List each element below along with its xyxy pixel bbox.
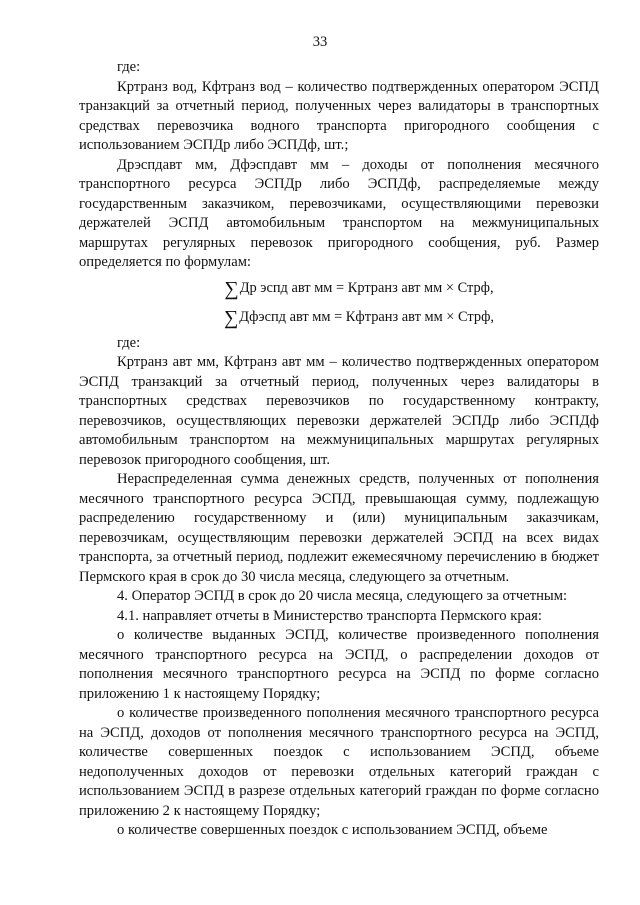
document-body — [79, 58, 599, 841]
sigma-symbol: ∑ — [224, 277, 239, 300]
paragraph-operator-deadline: 4. Оператор ЭСПД в срок до 20 числа месяца, следующего за отчетным: — [117, 588, 568, 604]
formula-dr-text: Др эспд авт мм = Кртранз авт мм × Стрф, — [239, 279, 494, 296]
paragraph-auto-transactions: Кртранз авт мм, Кфтранз авт мм – количество подтвержденных оператором ЭСПД транзакций за отчетный период, полученных через валидаторы в транспортных средствах перевозчиков по государственному контракту, перевозчиков, осуществляющих перевозки держателей ЭСПДр либо ЭСПДф автомобильным транспортом на межмуниципальных маршрутах регулярных перевозок пригородного сообщения, шт. — [79, 354, 599, 468]
paragraph-auto-revenues: Дрэспдавт мм, Дфэспдавт мм – доходы от пополнения месячного транспортного ресурса ЭСПДр либо ЭСПДф, распределяемые между государственным заказчиком, перевозчиками, осуществляющими перевозки держателей ЭСПД автомобильным транспортом на межмуниципальных маршрутах регулярных перевозок пригородного сообщения, руб. Размер определяется по формулам: — [79, 156, 599, 270]
paragraph-where-1: где: — [117, 59, 141, 75]
paragraph-report-trips: о количестве совершенных поездок с использованием ЭСПД, объеме — [117, 822, 548, 838]
formula-df — [79, 305, 599, 331]
paragraph-undistributed-sum: Нераспределенная сумма денежных средств, полученных от пополнения месячного транспортного ресурса ЭСПД, превышающая сумму, подлежащую распределению государственному и (или) муниципальным заказчикам, перевозчикам, осуществляющим перевозки держателей ЭСПД на всех видах транспорта, за отчетный период, подлежит ежемесячному перечислению в бюджет Пермского края в срок до 30 числа месяца, следующего за отчетным. — [79, 471, 599, 585]
paragraph-reports: 4.1. направляет отчеты в Министерство транспорта Пермского края: — [117, 607, 542, 624]
sigma-symbol: ∑ — [223, 306, 239, 329]
paragraph-where-2: где: — [117, 334, 141, 351]
paragraph-report-topups: о количестве произведенного пополнения месячного транспортного ресурса на ЭСПД, доходов от пополнения месячного транспортного ресурса на ЭСПД, количестве совершенных поездок с использованием ЭСПД, объеме недополученных доходов от перевозки отдельных категорий граждан с использованием ЭСПД в разрезе отдельных категорий граждан по форме согласно приложению 2 к настоящему Порядку; — [79, 705, 599, 819]
formula-dr — [79, 276, 599, 302]
paragraph-report-issued: о количестве выданных ЭСПД, количестве произведенного пополнения месячного транспортного ресурса на ЭСПД, о распределении доходов от пополнения месячного транспортного ресурса на ЭСПД по форме согласно приложению 1 к настоящему Порядку; — [79, 627, 599, 702]
paragraph-water-transactions: Кртранз вод, Кфтранз вод – количество подтвержденных оператором ЭСПД транзакций за отчетный период, полученных через валидаторы в транспортных средствах перевозчика водного транспорта пригородного сообщения с использованием ЭСПДр либо ЭСПДф, шт.; — [79, 78, 599, 153]
page-number: 33 — [312, 34, 328, 50]
formula-df-text: Дфэспд авт мм = Кфтранз авт мм × Стрф, — [239, 308, 494, 325]
